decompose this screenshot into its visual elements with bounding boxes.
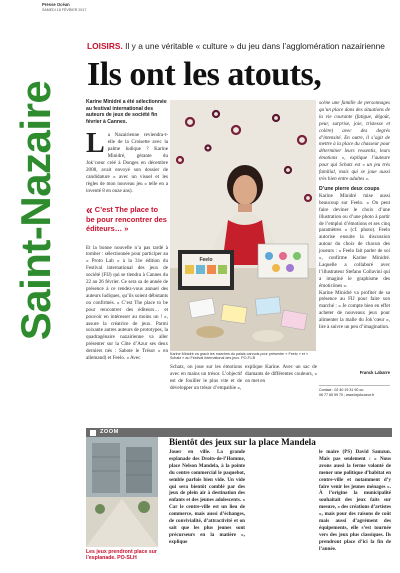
publication-name: Presse Océan xyxy=(42,2,70,7)
article-column-low-2: explique Karine. Avec un sac de diamants de différentes couleurs, « on met en xyxy=(245,364,317,384)
zoom-photo xyxy=(86,437,158,547)
zoom-column-3: le maire (PS) David Samzun. Mais pas seulement : « Nous avons aussi la ferme volonté de mener une politique d’habitat en centre-ville et notamment d’y faire venir les jeunes ménages ». À l’origine la municipalité souhaitait des jeux faits sur mesure, « des créations d’artistes », mais pour des raisons de coût mais aussi d’agrément des équipements, elle s’est tournée vers des jeux plus classiques. Ils prendront place d’ici la fin de l’année. xyxy=(319,449,391,552)
body-paragraph: Karine Minidré va profiter de sa présence au FIJ pour faire son marché : « Je compte bien en effet acheter de nouveaux jeux pour alimenter la malle du Jok’cœur », lire à suivre un peu d’imagination. xyxy=(319,289,390,331)
kicker-text: Il y a une véritable « culture » du jeu dans l’agglomération nazairienne xyxy=(122,41,385,51)
article-column-1 xyxy=(86,99,168,362)
article-headline: Ils ont les atouts, xyxy=(87,56,322,93)
body-paragraph-quote: scène une famille de personnages qu’un place dans des situations de la vie courante (fatigue, dégoût, peur, surprise, joie, tristesse et colère) avec des degrés d’intensité. En outre, il s’agit de mettre à la place du chasseur pour déterminer leurs ressentis, leurs émotions », explique l’auteure pour qui Schatz est « un jeu très familial, mais qui se joue aussi très bien entre adultes ». xyxy=(319,100,390,182)
zoom-column-1 xyxy=(169,449,245,546)
zoom-title: Bientôt des jeux sur la place Mandela xyxy=(169,437,316,447)
section-title-text: Saint-Nazaire xyxy=(12,80,59,341)
zoom-body: La grande esplanade des Droits-de-l’Homme, place Nelson Mandela, à la pointe du centre commercial le paquebot, semble parfois bien vide. Un vide qui sera bientôt comblé par des jeux de plein air à destination des enfants et des jeunes adolescents. « Car le centre-ville est un lieu de commerce, mais aussi d’échanges, de convivialité, d’attractivité et on sait que les plus jeunes sont précurseurs en la matière », explique xyxy=(169,449,245,545)
article-subhead: D’une pierre deux coups xyxy=(319,185,380,192)
svg-text:Feelo: Feelo xyxy=(199,257,213,263)
article-intro: Karine Minidré a été sélectionnée au festival international des auteurs de jeux de société fin février à Cannes. xyxy=(86,99,167,125)
masthead xyxy=(42,2,400,15)
zoom-lead: Jouer en ville. xyxy=(169,449,211,455)
publication-date: SAMEDI 18 FÉVRIER 2017 xyxy=(42,8,87,12)
contact-line: 06 77 65 99 70 ; www.lejokcoeur.fr xyxy=(319,392,374,397)
photo-caption: Karine Minidré va gravir les marches du palais cannois pour présenter « Feelo » et « Schatz » au Festival international des jeux. PO-F.LB xyxy=(170,352,308,361)
kicker-category: LOISIRS. xyxy=(87,41,123,51)
article-body-1 xyxy=(86,128,168,194)
article-byline: Franck Labarre xyxy=(359,370,390,375)
contact-box xyxy=(319,385,390,416)
body-paragraph: Karine Minidré mise aussi beaucoup sur Feelo. « On peut faire deviner le choix d’une illustration ou d’une photo à partir de l’emploi d’émotions et ses cinq paramètres » (cf. photo). Feelo autorise ensuite la discussion autour du choix de chacun des joueurs : « Feelo fait parler de soi », confirme Karine Minidré. Laquelle a collaboré avec l’illustrateur Stefano Collavini qui a imaginé le graphisme des émoticônes ». xyxy=(319,192,390,289)
quote-mark-icon: « xyxy=(86,202,93,217)
zoom-label: ZOOM xyxy=(100,429,119,435)
pull-quote-text: C’est The place to be pour rencontrer des éditeurs… » xyxy=(86,204,167,233)
square-icon xyxy=(90,430,96,436)
zoom-section-bar xyxy=(86,428,392,437)
esplanade-photo xyxy=(86,437,158,547)
body-paragraph: a Nazairienne reviendra-t-elle de la Croisette avec la palme ludique ? Karine Minidré, gérante du Jok’cœur créé à Donges en décembre 2008, avait envoyé son dossier de candidature « avec un visuel et les règles de mon nouveau jeu » telle en a inventé 8 en onze ans). xyxy=(86,132,168,194)
photo-illustration xyxy=(170,100,316,351)
article-kicker xyxy=(87,41,385,51)
drop-cap: L xyxy=(86,128,105,160)
zoom-photo-caption: Les jeux prendront place sur l’esplanade. PO-SLH xyxy=(86,549,157,562)
article-body-2: Et la bonne nouvelle n’a pas tardé à tomber : sélectionnée pour participer au « Proto Lab » à la 31e édition du Festival international des jeux de société (FIJ) qui se tiendra à Cannes du 22 au 26 février. Ce sera sa 4e année de présence à ce rendez-vous annuel des auteurs ludiques, qu’ils soient débutants ou confirmés. « C’est The place to be pour rencontrer des éditeurs… et pouvoir en intéresser au moins un ! », assure la créatrice de jeux. Parmi soixante autres auteurs de prototypes, la quadragénaire nazairienne va aller présenter sur la Côte d’Azur ses deux derniers nés : Sabote le Trésor » en allemand) et Feelo. « Avec xyxy=(86,244,168,362)
article-column-low-1: Schatz, on joue sur les émotions avec en mains un trésor. L’objectif est de fouiller le plus vite et de développer un trésor d’empathie », xyxy=(170,364,242,391)
article-column-3 xyxy=(319,100,390,331)
contact-line: Contact : 02 40 19 31 90 ou xyxy=(319,388,364,392)
article-photo xyxy=(170,100,316,351)
pull-quote xyxy=(86,202,168,233)
section-title-vertical xyxy=(12,38,59,383)
